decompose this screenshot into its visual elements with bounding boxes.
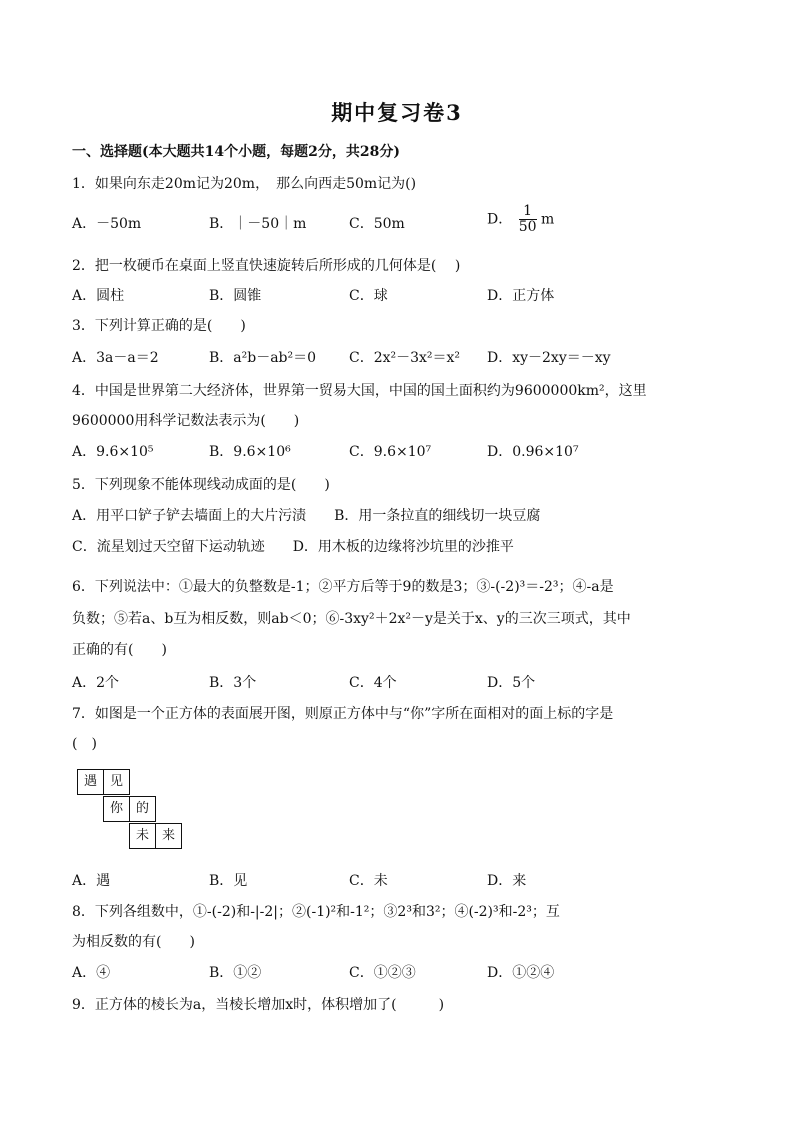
option-a: A．圆柱 [72,288,125,304]
question-2-options [72,286,722,306]
option-d [487,204,554,235]
option-d: D．0.96×10⁷ [487,444,579,460]
question-4-options [72,442,722,462]
option-b: B．9.6×10⁶ [209,444,291,460]
option-d: D．5个 [487,675,536,691]
option-d: D．①②④ [487,965,555,981]
question-6-options [72,673,722,693]
net-cell-1: 遇 [77,769,104,795]
option-d-unit: m [540,211,555,228]
option-c: C．2x²－3x²＝x² [349,350,461,366]
option-d: D．正方体 [487,288,555,304]
net-cell-2: 见 [103,769,130,795]
option-c: C．9.6×10⁷ [349,444,432,460]
option-a: A．遇 [72,873,111,889]
question-5-options-cd: C．流星划过天空留下运动轨迹 D．用木板的边缘将沙坑里的沙推平 [72,539,514,555]
page-title: 期中复习卷3 [331,100,463,125]
option-b: B．3个 [209,675,257,691]
option-b: B．圆锥 [209,288,262,304]
question-7-options [72,871,722,891]
question-9: 9．正方体的棱长为a，当棱长增加x时，体积增加了( ) [72,997,445,1013]
cube-net-diagram [77,769,187,851]
question-5: 5．下列现象不能体现线动成面的是( ) [72,477,330,493]
question-6-line-2: 负数；⑤若a、b互为相反数，则ab＜0；⑥-3xy²＋2x²－y是关于x、y的三次三项式，其中 [72,611,631,627]
net-cell-5: 未 [129,823,156,849]
option-a: A．④ [72,965,111,981]
question-1-options [72,203,722,235]
option-a: A．－50m [72,216,142,232]
question-6-line-3: 正确的有( ) [72,642,167,658]
option-c: C．未 [349,873,388,889]
option-b: B．①② [209,965,262,981]
question-6-line-1: 6．下列说法中：①最大的负整数是-1；②平方后等于9的数是3；③-(-2)³＝-2³；④-a是 [72,579,614,595]
question-8-line-1: 8．下列各组数中，①-(-2)和-|-2|；②(-1)²和-1²；③2³和3²；④(-2)³和-2³；互 [72,904,560,920]
option-c: C．50m [349,216,405,232]
option-a: A．9.6×10⁵ [72,444,154,460]
option-c: C．球 [349,288,388,304]
question-7-line-2: ( ) [72,736,97,752]
option-d-prefix: D． [487,211,513,228]
fraction-numerator: 1 [519,204,537,220]
option-b: B．｜－50｜m [209,216,307,232]
option-d: D．xy－2xy＝－xy [487,350,611,366]
question-4-line-2: 9600000用科学记数法表示为( ) [72,413,300,429]
option-a: A．2个 [72,675,120,691]
fraction [519,204,537,235]
net-cell-6: 来 [155,823,182,849]
question-3-options [72,348,722,368]
option-c: C．①②③ [349,965,416,981]
option-a: A．3a－a＝2 [72,350,159,366]
question-7-line-1: 7．如图是一个正方体的表面展开图，则原正方体中与“你”字所在面相对的面上标的字是 [72,706,614,722]
question-4-line-1: 4．中国是世界第二大经济体，世界第一贸易大国，中国的国土面积约为9600000km²，这里 [72,383,647,399]
net-cell-4: 的 [129,796,156,822]
section-heading: 一、选择题(本大题共14个小题，每题2分，共28分) [72,144,400,160]
fraction-denominator: 50 [518,219,537,235]
option-b: B．a²b－ab²＝0 [209,350,317,366]
question-5-options-ab: A．用平口铲子铲去墙面上的大片污渍 B．用一条拉直的细线切一块豆腐 [72,508,541,524]
question-1: 1．如果向东走20m记为20m， 那么向西走50m记为() [72,176,417,192]
question-8-line-2: 为相反数的有( ) [72,934,195,950]
question-8-options [72,963,722,983]
option-b: B．见 [209,873,248,889]
option-c: C．4个 [349,675,397,691]
question-2: 2．把一枚硬币在桌面上竖直快速旋转后所形成的几何体是( ) [72,258,461,274]
question-3: 3．下列计算正确的是( ) [72,318,246,334]
net-cell-3: 你 [103,796,130,822]
option-d: D．来 [487,873,527,889]
